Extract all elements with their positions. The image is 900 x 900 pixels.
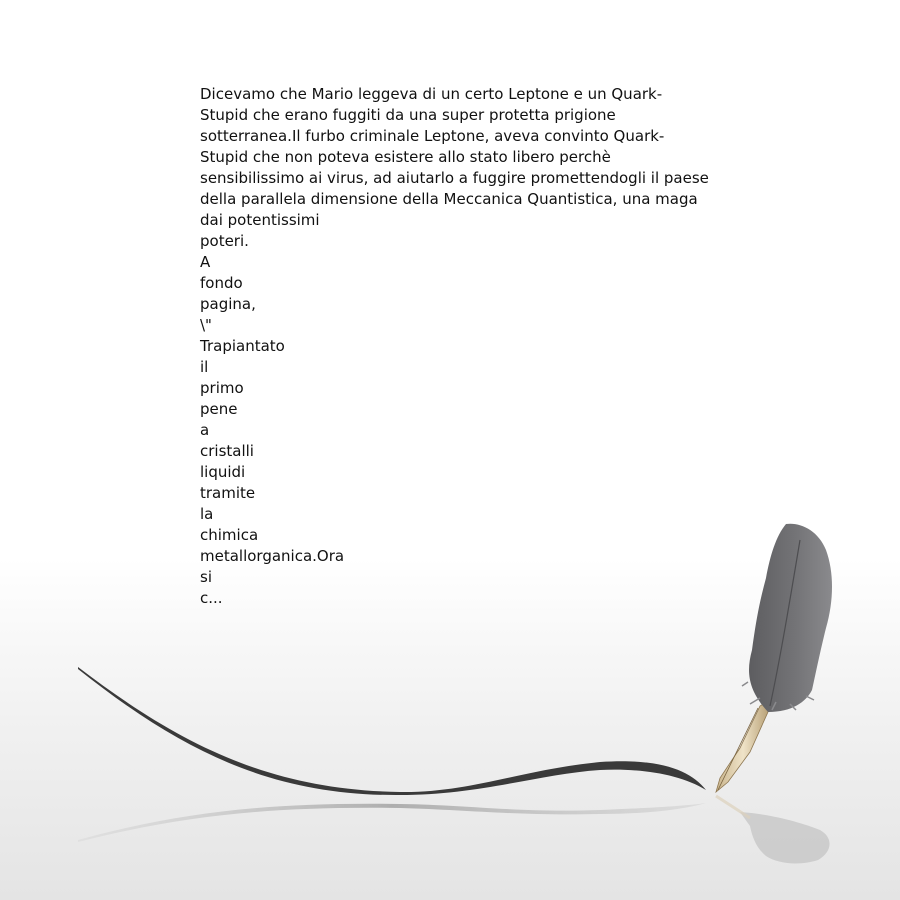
word-line: pene: [200, 400, 238, 418]
feather-reflection: [740, 812, 830, 863]
word-line: pagina,: [200, 295, 256, 313]
word-line: si: [200, 568, 212, 586]
word-line: Trapiantato: [200, 337, 285, 355]
intro-paragraph: Dicevamo che Mario leggeva di un certo Leptone e un Quark-Stupid che erano fuggiti da una super protetta prigione sotterranea.Il furbo criminale Leptone, aveva convinto Quark-Stupid che non poteva esistere allo stato libero perchè sensibilissimo ai virus, ad aiutarlo a fuggire promettendogli il paese della parallela dimensione della Meccanica Quantistica, una maga dai potentissimi: [200, 85, 709, 229]
word-line: la: [200, 505, 214, 523]
word-line: A: [200, 253, 211, 271]
ink-stroke: [78, 667, 706, 795]
word-line: a: [200, 421, 210, 439]
word-line: metallorganica.Ora: [200, 547, 345, 565]
word-line: chimica: [200, 526, 259, 544]
word-line: c...: [200, 589, 223, 607]
ink-reflection: [78, 803, 706, 842]
word-line: tramite: [200, 484, 256, 502]
word-line: poteri.: [200, 232, 249, 250]
word-line: primo: [200, 379, 244, 397]
quill-feather: [749, 524, 832, 712]
word-line: \": [200, 316, 212, 334]
word-line: fondo: [200, 274, 243, 292]
word-line: il: [200, 358, 209, 376]
word-line: liquidi: [200, 463, 246, 481]
word-line: cristalli: [200, 442, 254, 460]
